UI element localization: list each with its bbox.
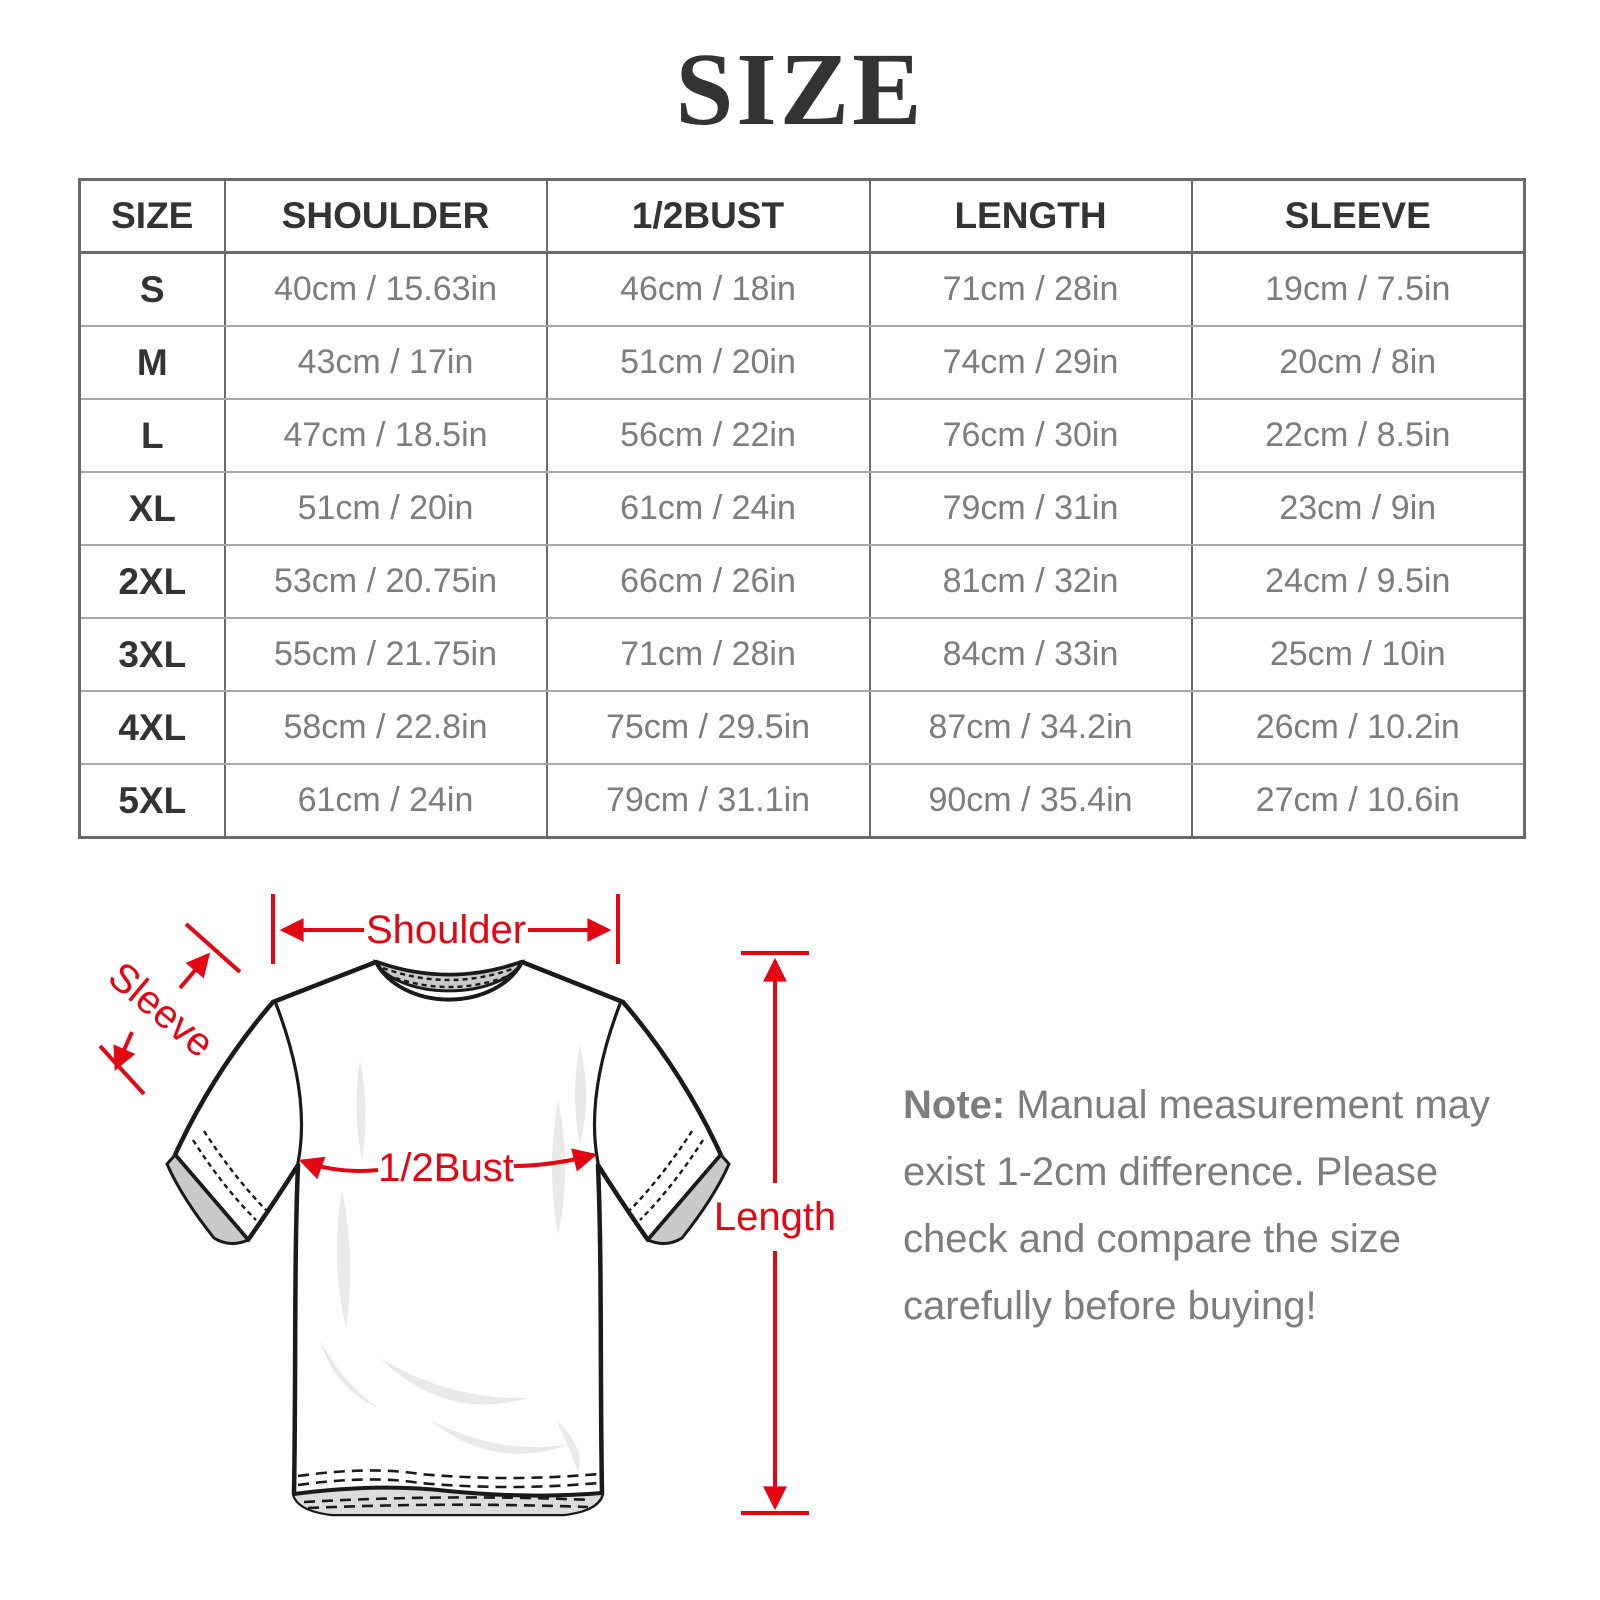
shoulder-value: 43cm / 17in xyxy=(225,326,547,399)
sleeve-value: 26cm / 10.2in xyxy=(1192,691,1525,764)
bust-value: 79cm / 31.1in xyxy=(547,764,870,838)
shoulder-value: 40cm / 15.63in xyxy=(225,253,547,327)
table-row xyxy=(80,545,1525,618)
bust-value: 75cm / 29.5in xyxy=(547,691,870,764)
size-label: M xyxy=(80,326,225,399)
sleeve-label: Sleeve xyxy=(100,953,222,1067)
bust-value: 66cm / 26in xyxy=(547,545,870,618)
shoulder-value: 51cm / 20in xyxy=(225,472,547,545)
column-header-bust: 1/2BUST xyxy=(547,180,870,253)
size-label: 2XL xyxy=(80,545,225,618)
table-row xyxy=(80,326,1525,399)
size-label: 5XL xyxy=(80,764,225,838)
length-value: 74cm / 29in xyxy=(870,326,1192,399)
column-header-size: SIZE xyxy=(80,180,225,253)
shoulder-value: 58cm / 22.8in xyxy=(225,691,547,764)
measurement-note xyxy=(903,1072,1523,1340)
bust-value: 61cm / 24in xyxy=(547,472,870,545)
sleeve-value: 23cm / 9in xyxy=(1192,472,1525,545)
note-line-text: carefully before buying! xyxy=(903,1284,1317,1328)
shoulder-value: 53cm / 20.75in xyxy=(225,545,547,618)
sleeve-value: 24cm / 9.5in xyxy=(1192,545,1525,618)
table-row xyxy=(80,472,1525,545)
column-header-length: LENGTH xyxy=(870,180,1192,253)
sleeve-value: 22cm / 8.5in xyxy=(1192,399,1525,472)
size-table xyxy=(78,178,1526,839)
shoulder-label: Shoulder xyxy=(365,908,527,952)
length-annotation xyxy=(714,953,836,1513)
table-row xyxy=(80,399,1525,472)
table-row xyxy=(80,691,1525,764)
table-row xyxy=(80,618,1525,691)
table-row xyxy=(80,253,1525,327)
length-value: 84cm / 33in xyxy=(870,618,1192,691)
bust-value: 71cm / 28in xyxy=(547,618,870,691)
shoulder-annotation xyxy=(273,894,618,964)
bust-value: 56cm / 22in xyxy=(547,399,870,472)
bust-label: 1/2Bust xyxy=(378,1146,514,1190)
note-line xyxy=(903,1072,1523,1139)
length-value: 71cm / 28in xyxy=(870,253,1192,327)
length-value: 79cm / 31in xyxy=(870,472,1192,545)
length-value: 87cm / 34.2in xyxy=(870,691,1192,764)
sleeve-value: 20cm / 8in xyxy=(1192,326,1525,399)
bust-value: 51cm / 20in xyxy=(547,326,870,399)
column-header-shoulder: SHOULDER xyxy=(225,180,547,253)
length-value: 90cm / 35.4in xyxy=(870,764,1192,838)
note-line-text: check and compare the size xyxy=(903,1217,1402,1261)
size-label: 4XL xyxy=(80,691,225,764)
column-header-sleeve: SLEEVE xyxy=(1192,180,1525,253)
tshirt-drawing xyxy=(167,962,729,1514)
table-header-row xyxy=(80,180,1525,253)
sleeve-value: 19cm / 7.5in xyxy=(1192,253,1525,327)
size-label: XL xyxy=(80,472,225,545)
size-label: L xyxy=(80,399,225,472)
sleeve-value: 25cm / 10in xyxy=(1192,618,1525,691)
shoulder-value: 55cm / 21.75in xyxy=(225,618,547,691)
tshirt-measurement-diagram xyxy=(80,860,880,1600)
size-label: S xyxy=(80,253,225,327)
length-label: Length xyxy=(713,1195,837,1239)
page-title: SIZE xyxy=(675,32,925,147)
sleeve-annotation xyxy=(100,924,240,1094)
note-line-text: exist 1-2cm difference. Please xyxy=(903,1150,1439,1194)
length-value: 81cm / 32in xyxy=(870,545,1192,618)
table-row xyxy=(80,764,1525,838)
shoulder-value: 47cm / 18.5in xyxy=(225,399,547,472)
sleeve-arrow-top xyxy=(180,955,208,988)
sleeve-value: 27cm / 10.6in xyxy=(1192,764,1525,838)
note-line-text: Manual measurement may xyxy=(1016,1083,1490,1127)
length-value: 76cm / 30in xyxy=(870,399,1192,472)
size-label: 3XL xyxy=(80,618,225,691)
sleeve-tick-top xyxy=(186,924,240,972)
note-prefix: Note: xyxy=(903,1083,1006,1127)
sleeve-arrow-bottom xyxy=(116,1032,132,1068)
bust-value: 46cm / 18in xyxy=(547,253,870,327)
shoulder-value: 61cm / 24in xyxy=(225,764,547,838)
